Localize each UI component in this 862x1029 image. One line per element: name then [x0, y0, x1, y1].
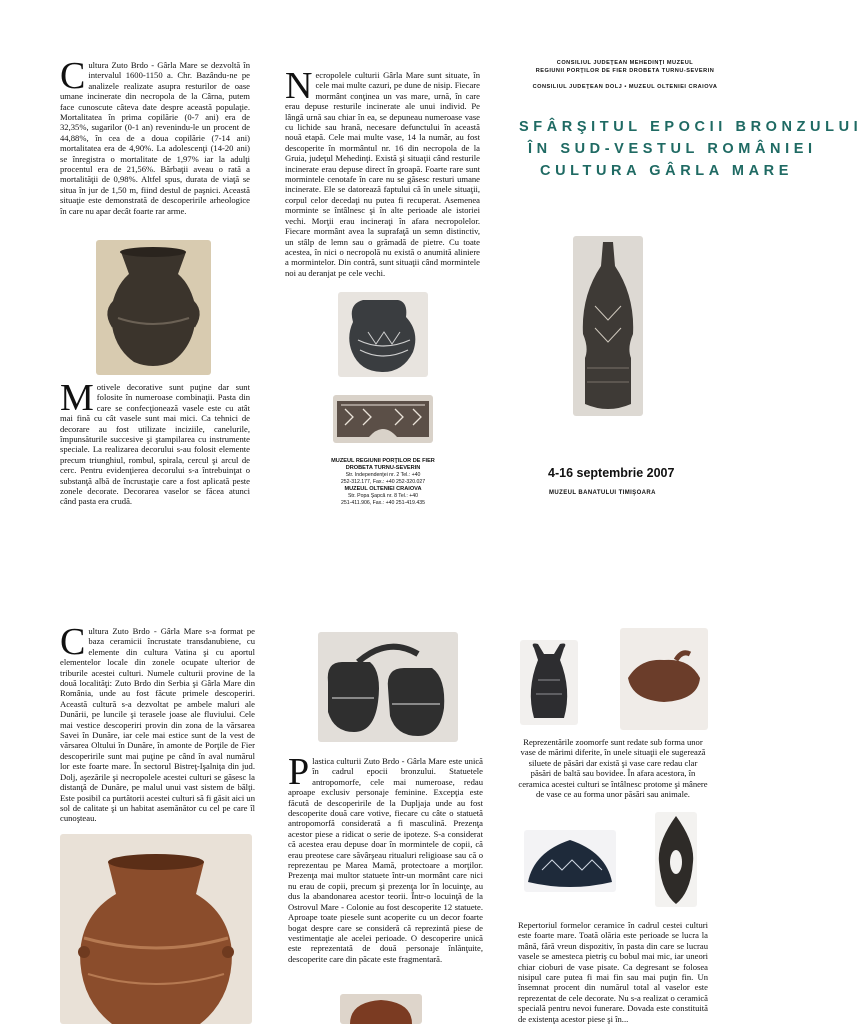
panel-repertoriu [518, 920, 708, 1024]
panel-text: lastica culturii Zuto Brdo - Gârla Mare este unică în cadrul epocii bronzului. Statuetele antropomorfe, cele mai numeroase, redau aproape exclusiv personaje feminine. Excepţia este făcută de descoperirile de la Dupljaja unde au fost descoperite două care votive, fiecare cu câte o statuetă antropomorfă considerată a fi masculină. Prezenţa acestor piese a ridicat o serie de ipoteze. S-a considerat că acestea erau depuse doar în mormintele de copii, că erau preotese care săvârşeau ritualuri religioase sau că o reprezentau pe Marea Mamă, protectoare a morţilor. Prezenţa mai multor statuete într-un mormânt care nici nu erau de copii, precum şi prezenţa lor în locuinţe, au dus la abandonarea acestor teorii. Într-o locuinţă de la Ostrovul Mare - Colonie au fost descoperite 12 statuete. Aproape toate piesele sunt acoperite cu un decor foarte bogat despre care se consideră că reprezintă piese de vestimentaţie ale acelei perioade. O descoperire unică este reprezentată de două personaje înlănţuite, descoperite care din păcate este fragmentară. [288, 756, 483, 964]
double-vessel-icon [318, 632, 458, 742]
panel-text: ecropolele culturii Gârla Mare sunt situate, în cele mai multe cazuri, pe dune de nisip. Fiecare mormânt conţinea un vas mare, urnă, în care erau depuse resturile incinerate ale unui individ. Pe lângă urnă sau chiar în ea, se depuneau numeroase vase cu lichide sau hrană, necesare defunctului în această nouă etapă. Cele mai multe vase, 14 la număr, au fost descoperite în mormântul nr. 16 din necropola de la Gruia, judeţul Mehedinţi. Există şi situaţii când resturile incinerate erau depuse direct în groapă. Foarte rare sunt mormintele cenotafe în care nu se găsesc resturi umane incinerate. Ele se datorează faptului că în unele situaţii, corpul celor decedaţi nu putea fi recuperat. Asemenea morminte se întâlnesc şi în alte perioade ale istoriei vechi. Morţii erau incineraţi în afara necropolelor. Fiecare mormânt avea la suprafaţă un semn distinctiv, un stâlp de lemn sau o grămadă de pietre. Cu toate acestea, în nici o necropolă nu există o anumită aliniere a mormintelor. Din contră, sunt situaţii când mormintele noi au deranjat pe cele vechi. [285, 70, 480, 278]
panel-text: ultura Zuto Brdo - Gârla Mare se dezvoltă în intervalul 1600-1150 a. Chr. Bazându-ne pe analizele realizate asupra resturilor de oase umane incinerate din necropola de la Cârna, putem face cunoscute câteva date despre această populaţie. Mortalitatea în prima copilărie (0-7 ani) era de 32,35%, sugarilor (0-1 an) revenindu-le un procent de 44,88%, în cea de a doua copilărie (7-14 ani) mortalitatea era de 4,90%. La adolescenţi (14-20 ani) se înregistra o mortalitate de 1,97% iar la adulţi procentul era de 21,56%. Bărbaţii aveau o rată a mortalităţii de 0,98%. Altfel spus, durata de viaţă se situa în jur de 1,50 m, fiind destul de paşnici. Această situaţie este demonstrată de descoperirile arheologice în care nu apar decât foarte rar arme. [60, 60, 250, 216]
panel-necropole [285, 65, 480, 285]
panel-cultura-origin [60, 621, 255, 824]
urn-photo [60, 834, 252, 1024]
panel-text: ultura Zuto Brdo - Gârla Mare s-a format pe baza ceramicii încrustate transdanubiene, cu elemente din cultura Vatina şi cu aportul elementelor locale din zonele ocupate ulterior de triburile acestei culturi. Numele culturii provine de la două localităţi: Zuto Brdo din Serbia şi Gârla Mare din România, unde au fost făcute primele descoperiri. Această cultură s-a dezvoltat pe ambele maluri ale Dunării, pe luncile şi terasele joase ale fluviului. Cele mai vestice descoperiri provin din zona de la vărsarea Savei în Dunăre, iar cele mai estice sunt de la vest de vărsarea Oltului în Dunăre, în amonte de Porţile de Fier descoperirile sunt mai puţine pe când în aval numărul lor este foarte mare. În sectorul Bistreţ-Işalniţa din jud. Dolj, aşezările şi necropolele acestei culturi se găsesc la distanţă de Dunăre, pe malul unui vast sistem de bălţi. Este posibil ca purtătorii acestei culturi să fi găsit aici un sol de calitate şi un habitat asemănător cu cel pe care îl cunoşteau. [60, 626, 255, 824]
dropcap: P [288, 751, 310, 793]
zoomorphic-vessel-photo-1 [520, 640, 578, 725]
panel-text: Reprezentările zoomorfe sunt redate sub forma unor vase de mărimi diferite, în unele situaţii ele sugerează siluete de păsări dar există şi vase care redau clar păsări de baltă sau bovidee. În afara acestora, în ceramica acestei culturi se întâlnesc protome şi mânere de vase ce au forma unor păsări sau animale. [518, 737, 708, 800]
bovid-vessel-icon [520, 640, 578, 725]
contact-info [308, 458, 458, 516]
panel-plastica [288, 751, 483, 986]
urn-icon [60, 834, 252, 1024]
panel-cultura-intro [60, 55, 250, 240]
bird-vessel-icon [620, 628, 708, 730]
cover-title-line-3: CULTURA GÂRLA MARE [540, 163, 794, 179]
cover-header-3: CONSILIUL JUDEŢEAN DOLJ • MUZEUL OLTENIEI CRAIOVA [532, 84, 718, 90]
zoomorphic-vessel-photo-2 [620, 628, 708, 730]
dropcap: M [60, 377, 94, 419]
artifact-photo-3 [333, 395, 433, 443]
decorated-object-icon [333, 395, 433, 443]
vase-photo-2 [338, 292, 428, 377]
figurine-icon [573, 236, 643, 416]
dropcap: C [60, 55, 86, 97]
vessel-top-icon [340, 994, 422, 1024]
cover-header-2: REGIUNII PORŢILOR DE FIER DROBETA TURNU-SEVERIN [535, 68, 715, 74]
cover-figurine-photo [573, 236, 643, 416]
lid-icon [524, 830, 616, 892]
jug-icon [338, 292, 428, 377]
vase-photo-1 [96, 240, 211, 375]
museum1-name: MUZEUL REGIUNII PORŢILOR DE FIER [331, 458, 435, 464]
panel-zoomorfe [518, 737, 708, 809]
museum1-city: DROBETA TURNU-SEVERIN [345, 465, 421, 471]
museum1-phone: 252-312.177, Fax.: +40 252-320.027 [340, 479, 426, 485]
cover-header-1: CONSILIUL JUDEŢEAN MEHEDINŢI MUZEUL [556, 60, 694, 66]
dropcap: C [60, 621, 86, 663]
cover-title-line-1: SFÂRŞITUL EPOCII BRONZULUI [519, 119, 862, 135]
lid-photo [524, 830, 616, 892]
panel-motive-decorative [60, 377, 250, 507]
museum2-phone: 251-411.906, Fax.: +40 251-419.435 [341, 500, 425, 506]
museum2-address: Str. Popa Şapcă nr. 8 Tel.: +40 [347, 493, 419, 499]
boat-vessel-photo [655, 812, 697, 907]
cover-date: 4-16 septembrie 2007 [548, 466, 675, 480]
museum2-name: MUZEUL OLTENIEI CRAIOVA [344, 486, 422, 492]
cover-museum: MUZEUL BANATULUI TIMIŞOARA [549, 490, 656, 496]
panel-text: Repertoriul formelor ceramice în cadrul cestei culturi este foarte mare. Toată olăria este perioade se lucra la mână, fără vreun dispozitiv, în pasta din care se lucrau vasele se amesteca pietriş cu bobul mai mic, iar uneori chiar cioburi de vase pisate. Ca degresant se folosea nisipul care putea fi mai fin sau mai puţin fin. Un însemnat procent din numărul total al vaselor este reprezentat de cele decorate. Nu s-a realizat o ceramică specială pentru nevoi funerare. Dovada este constituită de existenţa acestor piese şi în... [518, 920, 708, 1024]
museum1-address: Str. Independenţei nr. 2 Tel.: +40 [345, 472, 421, 478]
amphora-vase-icon [96, 240, 211, 375]
dropcap: N [285, 65, 313, 107]
double-vessel-photo [318, 632, 458, 742]
cover-title-line-2: ÎN SUD-VESTUL ROMÂNIEI [528, 141, 817, 157]
boat-vessel-icon [655, 812, 697, 907]
panel-text: otivele decorative sunt puţine dar sunt folosite în numeroase combinaţii. Pasta din care se confecţionează vasele este cu atât mai fină cu cât vasele sunt mai mici. Ca tehnici de decorare au fost utilizate inciziile, canelurile, împunsăturile succesive şi ştampilarea cu instrumente speciale. La realizarea decorului s-au folosit elemente precum triunghiul, rombul, spirala, cercul şi arcul de cerc. Pentru evidenţierea decorului s-a întrebuinţat o substanţă albă de încrustaţie care a fost aplicată peste zonele decorate. Decorarea vaselor se făcea atunci când pasta era crudă. [60, 382, 250, 507]
vessel-photo-bottom [340, 994, 422, 1024]
